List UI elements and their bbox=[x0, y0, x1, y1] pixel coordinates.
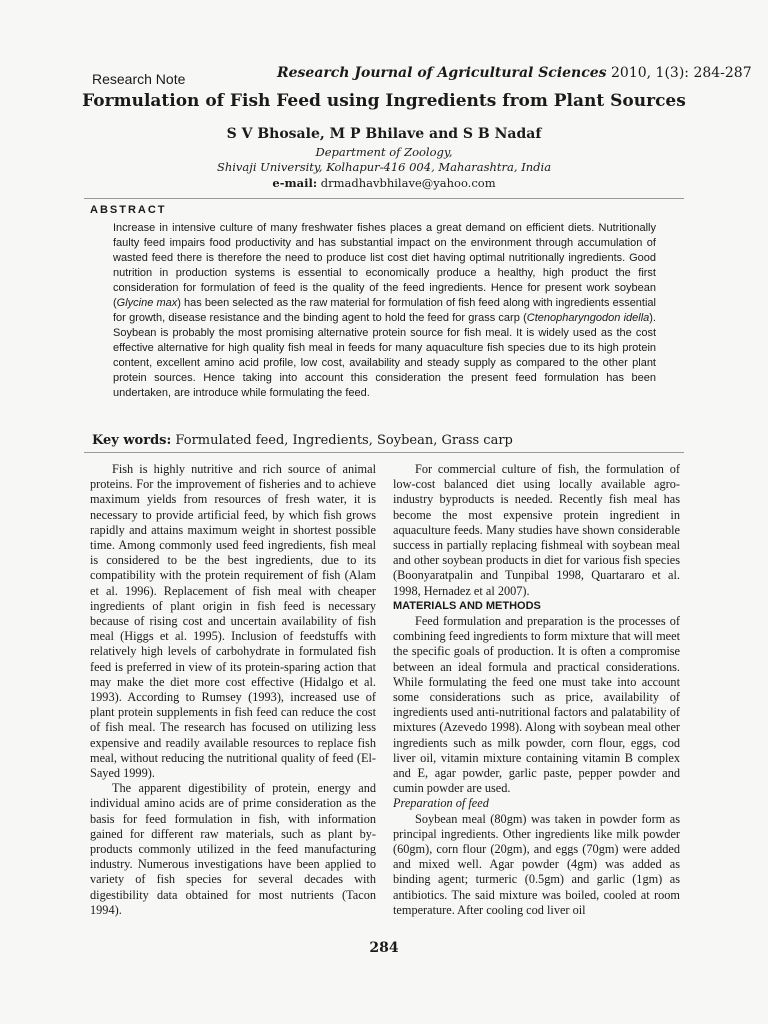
university: Shivaji University, Kolhapur-416 004, Maharashtra, India bbox=[216, 160, 552, 174]
keywords bbox=[92, 433, 513, 448]
species-name-soybean: Glycine max bbox=[116, 297, 178, 309]
page-number: 284 bbox=[369, 940, 399, 956]
journal-name: Research Journal of Agricultural Sciences bbox=[277, 65, 607, 81]
keywords-divider bbox=[84, 452, 684, 453]
species-name-grass-carp: Ctenopharyngodon idella bbox=[526, 312, 650, 324]
paper-title: Formulation of Fish Feed using Ingredients from Plant Sources bbox=[82, 91, 686, 111]
right-column bbox=[393, 462, 680, 918]
contact-email bbox=[0, 176, 768, 190]
email-address: drmadhavbhilave@yahoo.com bbox=[320, 176, 496, 190]
abstract-text-2: ) has been selected as the raw material for formulation of fish feed along with ingredients essential for growth, disease resistance and the binding agent to hold the feed for grass carp ( bbox=[113, 297, 656, 324]
left-column bbox=[90, 462, 376, 918]
methods-paragraph-2: Soybean meal (80gm) was taken in powder form as principal ingredients. Other ingredients like milk powder (60gm), corn flour (20gm), and eggs (70gm) were added and mixed well. Agar powder (4gm) was added as binding agent; turmeric (0.5gm) and garlic (1gm) as antibiotics. The said mixture was boiled, cooled at room temperature. After cooling cod liver oil bbox=[393, 811, 680, 917]
abstract-text-3: ). Soybean is probably the most promising alternative protein source for fish meal. It is widely used as the cost effective alternative for high quality fish meal in feeds for many aquaculture fish species due to its high protein content, excellent amino acid profile, low cost, availability and steady supply as compared to the other plant protein sources. Hence taking into account this consideration the present feed formulation has been undertaken, are introduce while formulating the feed. bbox=[113, 312, 656, 399]
journal-citation bbox=[277, 65, 752, 81]
abstract-heading: ABSTRACT bbox=[90, 204, 167, 216]
subheading-preparation: Preparation of feed bbox=[393, 796, 489, 811]
intro-paragraph-2: The apparent digestibility of protein, energy and individual amino acids are of prime consideration as the basis for feed formulation in fish, with information gained for different raw materials, such as plant by-products commonly utilized in the feed manufacturing industry. Numerous investigations have been applied to variety of fish species for several decades with digestibility data obtained for most nutrients (Tacon 1994). bbox=[90, 781, 376, 917]
author-list: S V Bhosale, M P Bhilave and S B Nadaf bbox=[226, 126, 542, 142]
intro-paragraph-3: For commercial culture of fish, the formulation of low-cost balanced diet using locally available agro-industry byproducts is needed. Recently fish meal has become the most expensive protein ingredient in aquaculture feeds. Many studies have shown considerable success in partially replacing fishmeal with soybean meal and other soybean products in diet for various fish species (Boonyaratpalin and Tunpibal 1998, Quartararo et al. 1998, Hernadez et al 2007). bbox=[393, 462, 680, 598]
abstract-text-1: Increase in intensive culture of many freshwater fishes places a great demand on efficient diets. Nutritionally faulty feed impairs food productivity and has substantial impact on the environment through accumulation of wasted feed there is therefore the need to produce list cost diet having optimal nutritionally ingredients. Good nutrition in production systems is essential to economically produce a healthy, high product the first consideration for formulation of feed is the quality of the feed ingredients. Hence for present work soybean ( bbox=[113, 222, 656, 309]
keywords-label: Key words: bbox=[92, 433, 172, 448]
department: Department of Zoology, bbox=[315, 145, 453, 159]
keywords-list: Formulated feed, Ingredients, Soybean, Grass carp bbox=[171, 433, 513, 448]
journal-volume-pages: 2010, 1(3): 284-287 bbox=[611, 65, 752, 81]
methods-paragraph-1: Feed formulation and preparation is the processes of combining feed ingredients to form mixture that will meet the specific goals of production. It is often a compromise between an ideal formula and practical considerations. While formulating the feed one must take into account some considerations such as price, availability of ingredients used anti-nutritional factors and palatability of mixtures (Azevedo 1998). Along with soybean meal other ingredients such as milk powder, corn flour, eggs, cod liver oil, vitamin mixture containing vitamin B complex and E, agar powder, garlic paste, pepper powder and cumin powder are used. bbox=[393, 614, 680, 796]
section-heading-methods: MATERIALS AND METHODS bbox=[393, 599, 541, 612]
header-divider bbox=[84, 198, 684, 199]
email-label: e-mail: bbox=[272, 176, 318, 190]
research-note-label: Research Note bbox=[92, 71, 186, 87]
affiliation bbox=[0, 145, 768, 175]
abstract-body bbox=[113, 221, 656, 401]
intro-paragraph-1: Fish is highly nutritive and rich source of animal proteins. For the improvement of fisheries and to achieve maximum yields from resources of fresh water, it is necessary to provide artificial feed, by which fish grows rapidly and attains maximum weight in shortest possible time. Among commonly used feed ingredients, fish meal is considered to be the best ingredients, due to its compatibility with the protein requirement of fish (Alam et al. 1996). Replacement of fish meal with cheaper ingredients of plant origin in fish feed is necessary because of rising cost and uncertain availability of fish meal (Higgs et al. 1995). Inclusion of feedstuffs with relatively high levels of carbohydrate in formulated fish feed is preferred in view of its protein-sparing action that may make the diet more cost effective (Hidalgo et al. 1993). According to Rumsey (1993), increased use of plant protein supplements in fish feed can reduce the cost of fish meal. The research has focused on utilizing less expensive and readily available resources to replace fish meal, without reducing the nutritional quality of feed (El-Sayed 1999). bbox=[90, 462, 376, 781]
